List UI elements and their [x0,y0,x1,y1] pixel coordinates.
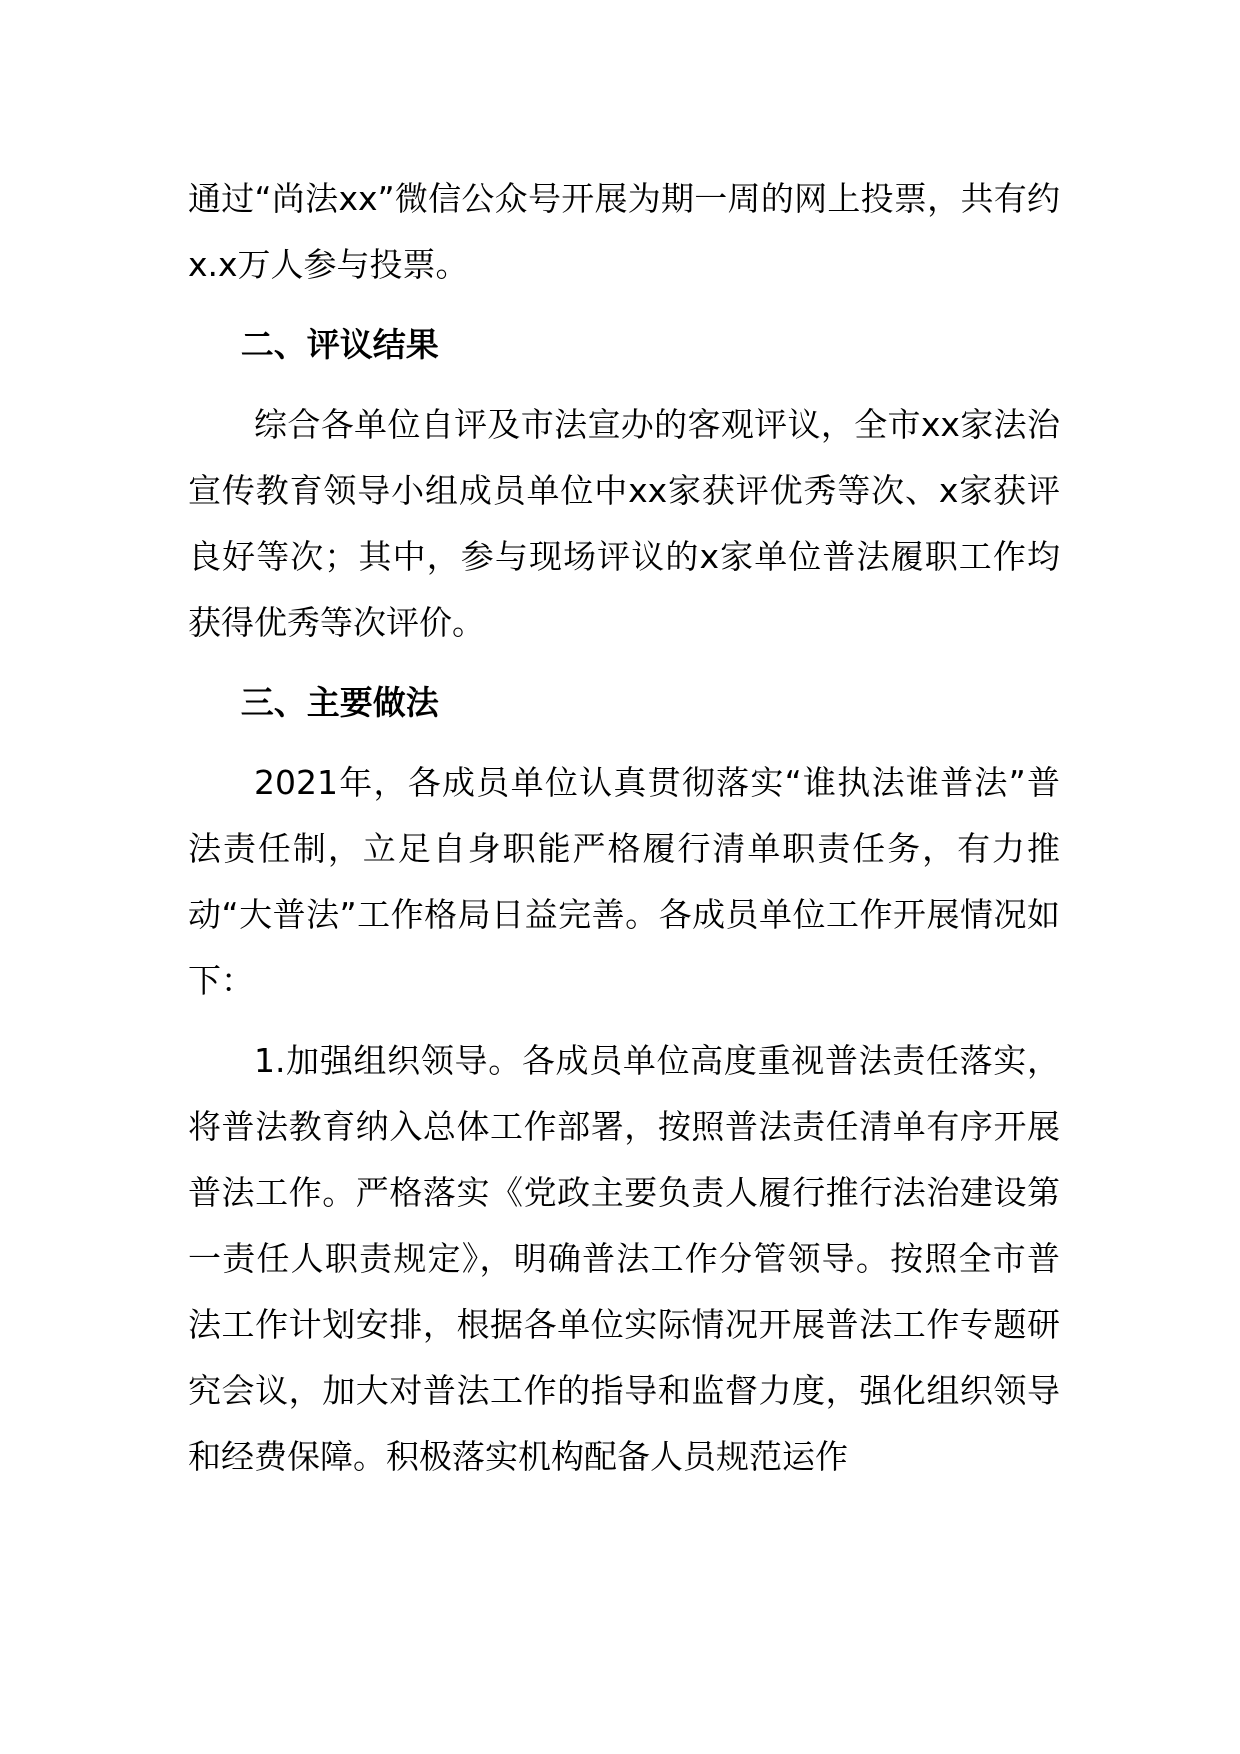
section-heading-practice: 三、主要做法 [240,683,439,722]
paragraph-continued: 通过“尚法xx”微信公众号开展为期一周的网上投票，共有约x.x万人参与投票。 [188,179,1060,284]
section-heading-results: 二、评议结果 [240,325,439,364]
document-body [188,166,1060,1504]
paragraph-results: 综合各单位自评及市法宣办的客观评议，全市xx家法治宣传教育领导小组成员单位中xx家获评优秀等次、x家获评良好等次；其中，参与现场评议的x家单位普法履职工作均获得优秀等次评价。 [188,405,1060,642]
paragraph-item-1: 1.加强组织领导。各成员单位高度重视普法责任落实，将普法教育纳入总体工作部署，按照普法责任清单有序开展普法工作。严格落实《党政主要负责人履行推行法治建设第一责任人职责规定》，明确普法工作分管领导。按照全市普法工作计划安排，根据各单位实际情况开展普法工作专题研究会议，加大对普法工作的指导和监督力度，强化组织领导和经费保障。积极落实机构配备人员规范运作 [188,1041,1060,1476]
paragraph-practice: 2021年，各成员单位认真贯彻落实“谁执法谁普法”普法责任制，立足自身职能严格履行清单职责任务，有力推动“大普法”工作格局日益完善。各成员单位工作开展情况如下： [188,763,1060,1000]
